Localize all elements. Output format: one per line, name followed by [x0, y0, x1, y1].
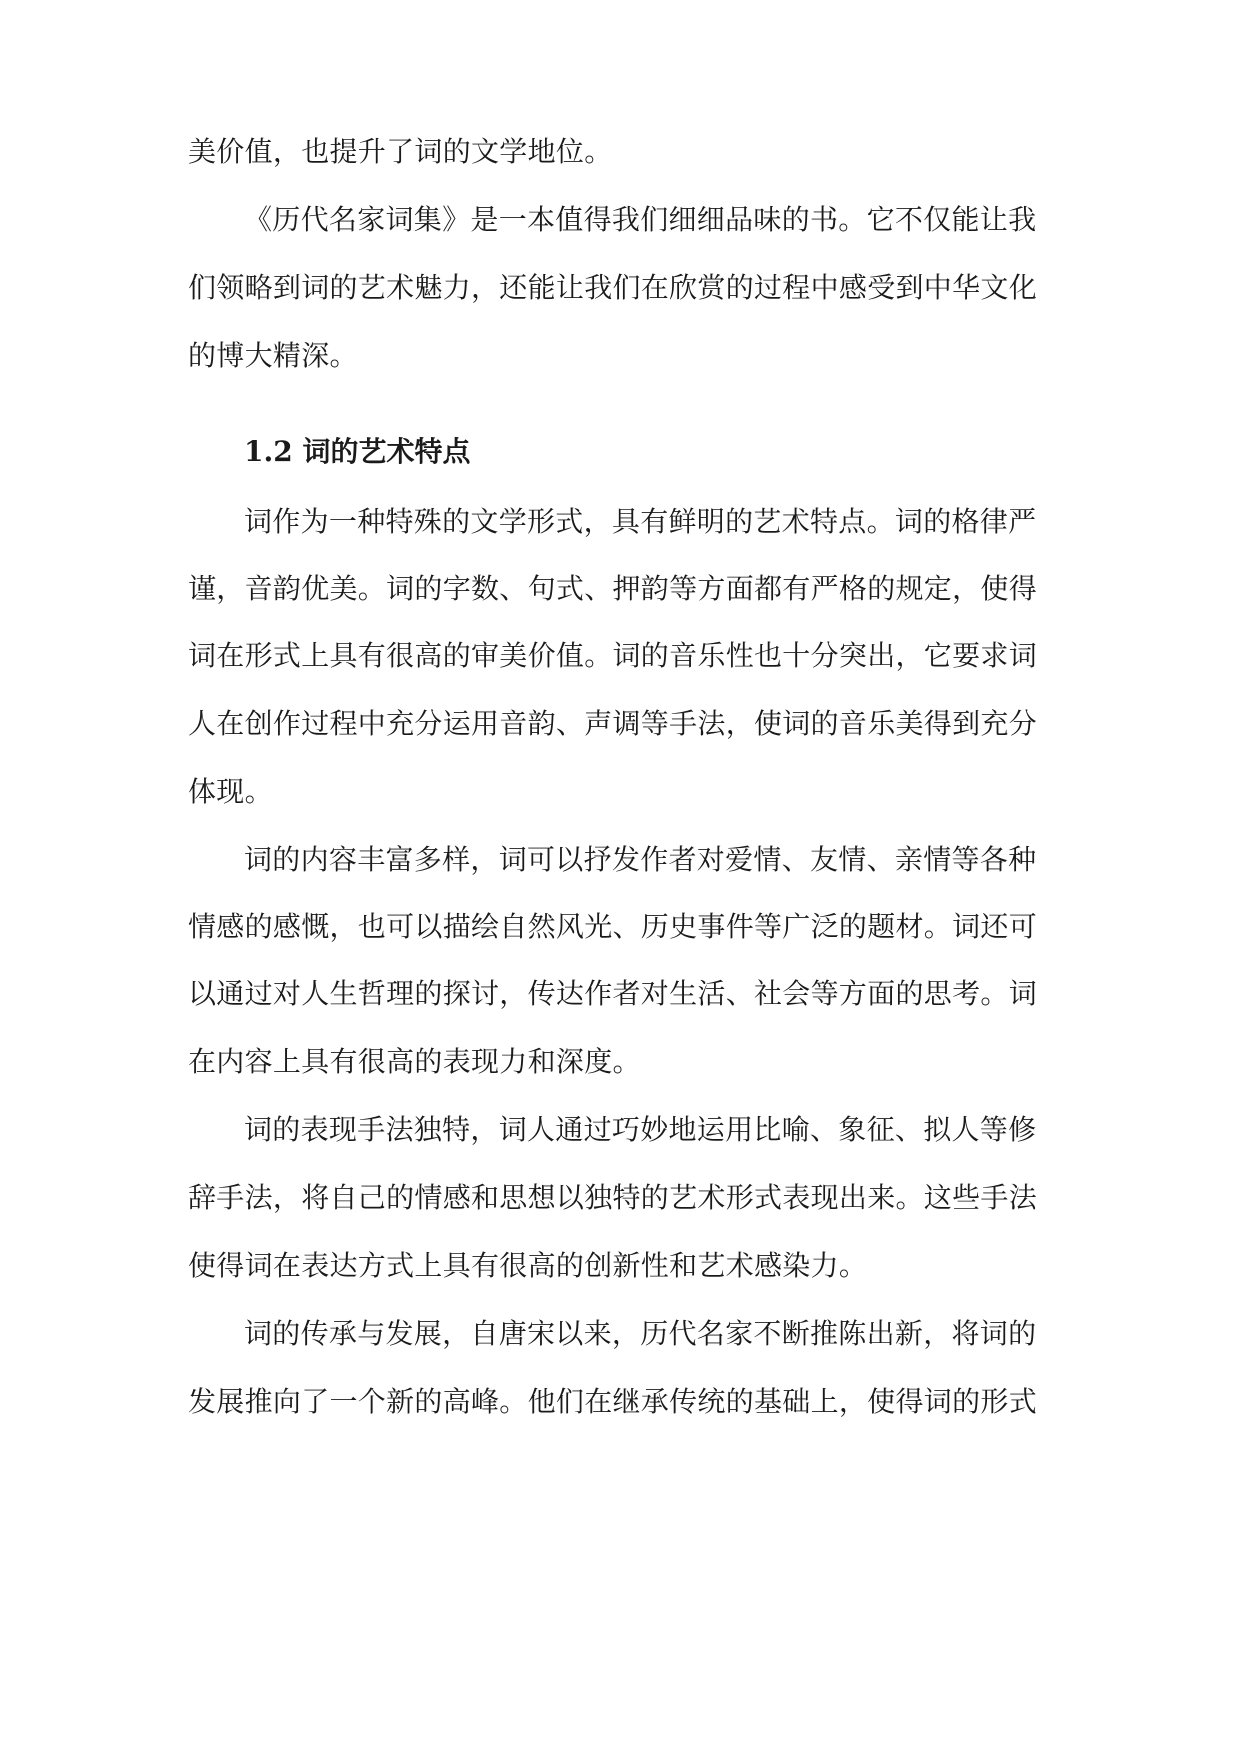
text-line: 辞手法，将自己的情感和思想以独特的艺术形式表现出来。这些手法: [188, 1181, 1038, 1214]
text-line: 们领略到词的艺术魅力，还能让我们在欣赏的过程中感受到中华文化: [188, 271, 1038, 304]
text-line: 以通过对人生哲理的探讨，传达作者对生活、社会等方面的思考。词: [188, 977, 1038, 1010]
text-line: 词的传承与发展，自唐宋以来，历代名家不断推陈出新，将词的: [244, 1317, 1037, 1350]
text-line: 使得词在表达方式上具有很高的创新性和艺术感染力。: [188, 1249, 868, 1282]
section-heading: 1.2 词的艺术特点: [244, 435, 471, 468]
text-line: 美价值，也提升了词的文学地位。: [188, 135, 613, 168]
text-line: 谨，音韵优美。词的字数、句式、押韵等方面都有严格的规定，使得: [188, 572, 1038, 605]
text-line: 发展推向了一个新的高峰。他们在继承传统的基础上，使得词的形式: [188, 1385, 1038, 1418]
text-line: 词的表现手法独特，词人通过巧妙地运用比喻、象征、拟人等修: [244, 1113, 1037, 1146]
text-line: 词作为一种特殊的文学形式，具有鲜明的艺术特点。词的格律严: [244, 505, 1037, 538]
text-line: 的博大精深。: [188, 339, 358, 372]
text-line: 词在形式上具有很高的审美价值。词的音乐性也十分突出，它要求词: [188, 639, 1038, 672]
text-line: 词的内容丰富多样，词可以抒发作者对爱情、友情、亲情等各种: [244, 843, 1037, 876]
text-line: 在内容上具有很高的表现力和深度。: [188, 1045, 641, 1078]
text-line: 《历代名家词集》是一本值得我们细细品味的书。它不仅能让我: [244, 203, 1037, 236]
text-line: 体现。: [188, 775, 273, 808]
text-line: 情感的感慨，也可以描绘自然风光、历史事件等广泛的题材。词还可: [188, 910, 1038, 943]
text-line: 人在创作过程中充分运用音韵、声调等手法，使词的音乐美得到充分: [188, 707, 1038, 740]
